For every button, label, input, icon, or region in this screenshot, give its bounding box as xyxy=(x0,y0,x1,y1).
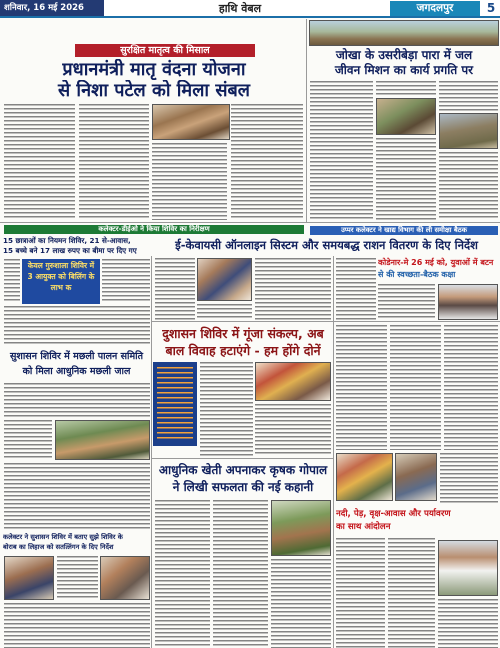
section-divider xyxy=(152,321,500,322)
article-kicker: सुरक्षित मातृत्व की मिसाल xyxy=(75,44,255,57)
body-text-column xyxy=(57,556,98,600)
article-headline: कलेक्टर ने सुशासन शिविर में बताए सुझे शिविर के xyxy=(3,533,123,541)
body-text-column xyxy=(376,81,436,96)
body-text-column xyxy=(378,284,435,320)
photo-camp-group xyxy=(100,556,150,600)
article-headline: नदी, पेड़, वृक्ष-आवास और पर्यावरण xyxy=(336,509,451,519)
article-headline: जीवन मिशन का कार्य प्रगति पर xyxy=(334,63,474,77)
highlight-box xyxy=(153,362,197,446)
body-text-column xyxy=(155,258,195,320)
article-headline: प्रधानमंत्री मातृ वंदना योजना xyxy=(62,59,246,80)
body-text-column xyxy=(439,81,498,111)
body-text-column xyxy=(4,104,75,220)
body-text-column xyxy=(231,104,303,220)
article-kicker: कलेक्टर-डीईओ ने किया शिविर का निरीक्षण xyxy=(4,225,304,234)
section-divider xyxy=(0,222,500,223)
body-text-column xyxy=(4,383,150,417)
highlight-box-text xyxy=(157,367,193,441)
masthead-city: जगदलपुर xyxy=(390,1,480,16)
masthead-title: हाथि वेबल xyxy=(218,2,262,15)
photo-speaker xyxy=(438,540,498,596)
body-text-column xyxy=(200,362,253,456)
body-text-column xyxy=(4,603,150,648)
photo-farmer-field xyxy=(271,500,331,556)
photo-beneficiary-group xyxy=(152,104,230,140)
body-text-column xyxy=(79,104,149,220)
photo-fishing-net-handover xyxy=(55,420,150,460)
body-text-column xyxy=(197,304,252,320)
body-text-column xyxy=(336,325,387,450)
body-text-column xyxy=(4,463,150,529)
article-headline: दुशासन शिविर में गूंजा संकल्प, अब xyxy=(162,326,324,341)
body-text-column xyxy=(102,259,150,303)
body-text-column xyxy=(439,152,498,220)
body-text-column xyxy=(376,138,436,220)
masthead-date: शनिवार, 16 मई 2026 xyxy=(0,0,104,16)
article-headline: ई-केवायसी ऑनलाइन सिस्टम और समयबद्ध राशन वितरण के दिए निर्देश xyxy=(175,238,478,252)
article-headline: से की स्वच्छता-बैठक कक्षा xyxy=(378,270,456,279)
body-text-column xyxy=(152,143,227,220)
article-headline: आधुनिक खेती अपनाकर कृषक गोपाल xyxy=(158,463,328,477)
photo-review-meeting xyxy=(197,258,252,301)
body-text-column xyxy=(336,258,376,320)
photo-volunteers xyxy=(395,453,437,501)
photo-pipeline-work xyxy=(376,98,436,135)
body-text-column xyxy=(388,538,435,648)
body-text-column xyxy=(4,306,150,346)
body-text-column xyxy=(271,559,331,648)
article-headline: बोराब का लिहाज को सतत्लिंगन के दिए निर्देश xyxy=(3,543,114,551)
body-text-column xyxy=(4,420,52,460)
body-text-column xyxy=(390,325,441,450)
body-text-column xyxy=(336,538,385,648)
body-text-column xyxy=(213,500,268,648)
article-headline: से निशा पटेल को मिला संबल xyxy=(58,80,250,101)
article-headline: 15 छात्राओं का नियमन शिविर, 21 से-आवास, xyxy=(3,236,131,245)
photo-camp-visit xyxy=(4,556,54,600)
body-text-column xyxy=(444,325,498,450)
highlight-box: केवल गुरुशाला शिविर में 3 आयुक्त को बिलिंग के लाभ क xyxy=(22,259,100,304)
article-headline: का साथ आंदोलन xyxy=(336,522,391,532)
article-headline: 15 बच्चे बने 17 लाख रुपए का बीमा पर दिए गए xyxy=(3,246,137,255)
section-divider xyxy=(152,458,333,459)
page-number: 5 xyxy=(486,1,496,15)
body-text-column xyxy=(440,453,498,505)
column-divider xyxy=(151,256,152,648)
article-kicker: उप्पर कलेक्टर ने खाद्य विभाग की ली समीक्षा बैठक xyxy=(310,226,498,235)
article-headline: जोखा के उसरीबेड़ा पारा में जल xyxy=(335,48,473,62)
photo-water-site xyxy=(309,20,499,46)
body-text-column xyxy=(4,259,20,303)
article-headline: सुशासन शिविर में मछली पालन समिति xyxy=(9,351,144,362)
body-text-column xyxy=(155,500,210,648)
article-headline: ने लिखी सफलता की नई कहानी xyxy=(172,480,314,494)
article-headline: को मिला आधुनिक मछली जाल xyxy=(22,366,131,377)
body-text-column xyxy=(255,258,331,320)
body-text-column xyxy=(255,404,331,456)
photo-tree-plantation xyxy=(336,453,393,501)
photo-portrait xyxy=(438,284,498,320)
photo-pledge-ceremony xyxy=(255,362,331,401)
column-divider xyxy=(333,256,334,648)
body-text-column xyxy=(310,81,373,220)
article-headline: बाल विवाह हटाएंगे - हम होंगे दोनें xyxy=(165,343,321,358)
article-headline: कोडेनार-मे 26 मई को, युवाओं में बटन xyxy=(378,258,494,267)
body-text-column xyxy=(438,599,498,648)
column-divider xyxy=(306,19,307,222)
photo-water-tank xyxy=(439,113,498,149)
